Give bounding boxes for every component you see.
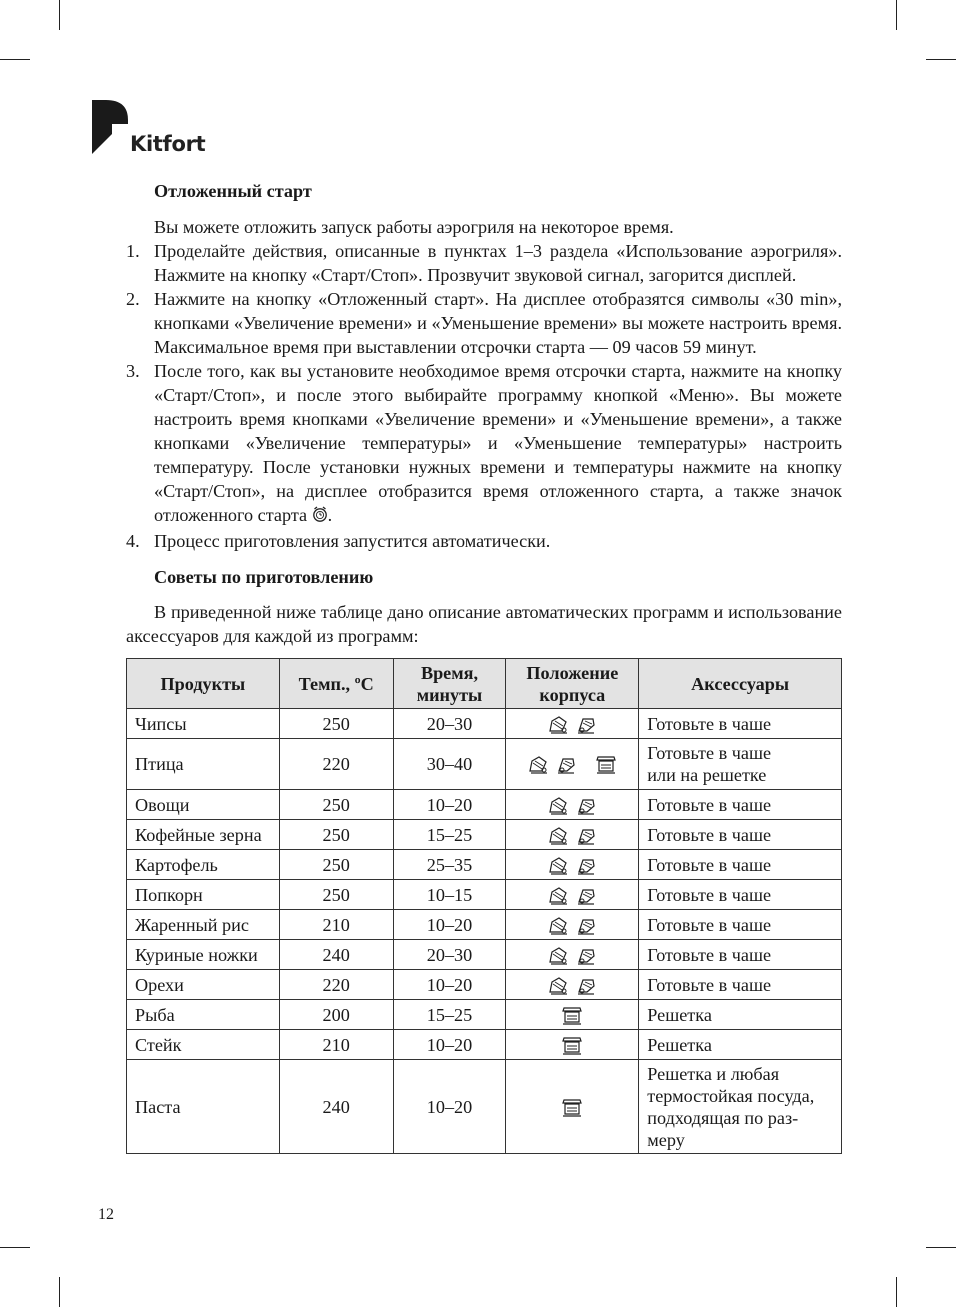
rack-icon	[595, 755, 617, 775]
cell-accessories	[639, 1030, 842, 1060]
cell-accessory-line: меру	[647, 1129, 685, 1150]
bowl-tilted-right-icon	[575, 715, 597, 735]
table-header-row	[127, 659, 842, 709]
step-number: 3.	[126, 361, 140, 381]
cell-accessory-line: Готовьте в чаше	[647, 854, 772, 875]
table-row	[127, 1060, 842, 1154]
cell-temp: 250	[279, 820, 393, 850]
header-time-line1: Время,	[420, 662, 479, 683]
table-row	[127, 1000, 842, 1030]
header-position	[506, 659, 639, 709]
cell-accessory-line: Решетка и любая	[647, 1063, 780, 1084]
cell-accessories	[639, 850, 842, 880]
bowl-tilted-left-icon	[528, 755, 550, 775]
bowl-tilted-left-icon	[548, 976, 570, 996]
cell-time: 10–20	[393, 1030, 506, 1060]
header-position-line1: Положение	[526, 662, 619, 683]
table-row	[127, 739, 842, 790]
cell-temp: 220	[279, 970, 393, 1000]
cell-accessory-line: Решетка	[647, 1034, 712, 1055]
cell-product: Стейк	[127, 1030, 280, 1060]
crop-mark	[59, 0, 60, 30]
bowl-tilted-right-icon	[575, 796, 597, 816]
cell-position	[506, 850, 639, 880]
crop-mark	[896, 0, 897, 30]
cell-accessories	[639, 709, 842, 739]
delayed-start-intro: Вы можете отложить запуск работы аэрогриля на некоторое время.	[154, 217, 674, 237]
cell-product: Чипсы	[127, 709, 280, 739]
cell-time: 10–20	[393, 790, 506, 820]
cell-product: Попкорн	[127, 880, 280, 910]
table-row	[127, 970, 842, 1000]
cell-accessories	[639, 739, 842, 790]
rack-icon	[561, 1098, 583, 1118]
cell-accessories	[639, 910, 842, 940]
bowl-tilted-left-icon	[548, 796, 570, 816]
cell-product: Кофейные зерна	[127, 820, 280, 850]
page-content	[126, 179, 842, 1154]
header-time-line2: минуты	[416, 684, 483, 705]
cooking-tips-intro: В приведенной ниже таблице дано описание автоматических программ и использование аксессуаров для каждой из программ:	[126, 602, 842, 646]
cell-accessory-line: Готовьте в чаше	[647, 743, 772, 763]
cell-time: 20–30	[393, 940, 506, 970]
cell-position	[506, 790, 639, 820]
rack-icon	[561, 1036, 583, 1056]
bowl-tilted-right-icon	[575, 886, 597, 906]
step-number: 1.	[126, 241, 140, 261]
cell-product: Овощи	[127, 790, 280, 820]
cell-accessories	[639, 1000, 842, 1030]
cell-time: 15–25	[393, 1000, 506, 1030]
crop-mark	[0, 59, 30, 60]
header-position-line2: корпуса	[539, 684, 606, 705]
page-number: 12	[98, 1206, 114, 1223]
cell-temp: 250	[279, 790, 393, 820]
rack-icon	[561, 1006, 583, 1026]
cell-position	[506, 1030, 639, 1060]
cell-temp: 240	[279, 940, 393, 970]
cell-time: 30–40	[393, 739, 506, 790]
cell-product: Куриные ножки	[127, 940, 280, 970]
cell-accessories	[639, 970, 842, 1000]
cell-position	[506, 1060, 639, 1154]
cell-position	[506, 940, 639, 970]
cell-accessory-line: Решетка	[647, 1004, 712, 1025]
bowl-tilted-left-icon	[548, 826, 570, 846]
step-text: Нажмите на кнопку «Отложенный старт». На дисплее отобразятся символы «30 min», кнопками «Увеличение времени» и «Уменьшение времени» вы можете настроить время. Максимальное время при выставлении отсрочки старта — 09 часов 59 минут.	[154, 289, 842, 357]
cell-temp: 210	[279, 1030, 393, 1060]
step-item	[126, 239, 842, 287]
cell-accessories	[639, 880, 842, 910]
cell-product: Жаренный рис	[127, 910, 280, 940]
bowl-tilted-left-icon	[548, 916, 570, 936]
cell-time: 20–30	[393, 709, 506, 739]
cell-accessory-line: термостойкая посуда,	[647, 1085, 815, 1106]
crop-mark	[0, 1247, 30, 1248]
crop-mark	[926, 59, 956, 60]
cell-time: 10–20	[393, 970, 506, 1000]
delayed-start-timer-icon	[312, 505, 328, 529]
cell-accessory-line: или на решетке	[647, 765, 767, 785]
header-time	[393, 659, 506, 709]
cell-accessory-line: Готовьте в чаше	[647, 794, 772, 815]
step-text: Процесс приготовления запустится автоматически.	[154, 531, 551, 551]
step-text: Проделайте действия, описанные в пунктах 1–3 раздела «Использование аэрогриля». Нажмите на кнопку «Старт/Стоп». Прозвучит звуковой сигнал, загорится дисплей.	[154, 241, 842, 285]
cell-position	[506, 880, 639, 910]
brand-name: Kitfort	[130, 132, 206, 156]
cell-position	[506, 820, 639, 850]
cell-temp: 250	[279, 850, 393, 880]
header-products: Продукты	[127, 659, 280, 709]
bowl-tilted-left-icon	[548, 856, 570, 876]
cell-time: 10–20	[393, 910, 506, 940]
kitfort-logo-icon	[92, 100, 128, 154]
cell-accessory-line: Готовьте в чаше	[647, 713, 772, 734]
cell-product: Птица	[127, 739, 280, 790]
cell-temp: 240	[279, 1060, 393, 1154]
step-text: После того, как вы установите необходимое время отсрочки старта, нажмите на кнопку «Старт/Стоп», и после этого выбирайте программу кнопкой «Меню». Вы можете настроить время кнопками «Увеличение времени» и «Уменьшение времени», а также кнопками «Увеличение температуры» и «Уменьшение температуры» настроить температуру. После установки нужных времени и температуры нажмите на кнопку «Старт/Стоп», на дисплее отобразится время отложенного старта, а также значок отложенного старта	[154, 361, 842, 525]
cell-position	[506, 910, 639, 940]
cell-accessory-line: Готовьте в чаше	[647, 824, 772, 845]
cell-time: 25–35	[393, 850, 506, 880]
step-item	[126, 529, 842, 553]
cell-temp: 200	[279, 1000, 393, 1030]
cell-accessory-line: Готовьте в чаше	[647, 884, 772, 905]
cell-time: 15–25	[393, 820, 506, 850]
step-number: 2.	[126, 289, 140, 309]
crop-mark	[926, 1247, 956, 1248]
cell-product: Рыба	[127, 1000, 280, 1030]
bowl-tilted-right-icon	[555, 755, 577, 775]
bowl-tilted-right-icon	[575, 856, 597, 876]
table-row	[127, 940, 842, 970]
cell-position	[506, 739, 639, 790]
cell-position	[506, 970, 639, 1000]
section-title-delayed-start: Отложенный старт	[154, 181, 312, 201]
table-row	[127, 709, 842, 739]
cell-product: Картофель	[127, 850, 280, 880]
bowl-tilted-right-icon	[575, 976, 597, 996]
cell-product: Паста	[127, 1060, 280, 1154]
bowl-tilted-left-icon	[548, 946, 570, 966]
cell-position	[506, 1000, 639, 1030]
cell-accessories	[639, 820, 842, 850]
cell-temp: 210	[279, 910, 393, 940]
cell-accessory-line: подходящая по раз-	[647, 1107, 799, 1128]
table-row	[127, 820, 842, 850]
step-text-tail: .	[327, 505, 333, 525]
cell-accessories	[639, 1060, 842, 1154]
cell-accessory-line: Готовьте в чаше	[647, 914, 772, 935]
delayed-start-steps	[126, 239, 842, 553]
cell-accessory-line: Готовьте в чаше	[647, 974, 772, 995]
cell-position	[506, 709, 639, 739]
table-row	[127, 790, 842, 820]
header-accessories: Аксессуары	[639, 659, 842, 709]
cell-accessories	[639, 790, 842, 820]
table-row	[127, 880, 842, 910]
crop-mark	[896, 1277, 897, 1307]
step-item	[126, 359, 842, 529]
cell-temp: 220	[279, 739, 393, 790]
cell-temp: 250	[279, 880, 393, 910]
kitfort-logo	[92, 100, 205, 154]
step-number: 4.	[126, 531, 140, 551]
cell-accessory-line: Готовьте в чаше	[647, 944, 772, 965]
programs-table	[126, 658, 842, 1154]
cell-accessories	[639, 940, 842, 970]
table-row	[127, 910, 842, 940]
table-row	[127, 850, 842, 880]
cell-temp: 250	[279, 709, 393, 739]
cell-time: 10–15	[393, 880, 506, 910]
step-item	[126, 287, 842, 359]
bowl-tilted-right-icon	[575, 916, 597, 936]
bowl-tilted-right-icon	[575, 946, 597, 966]
table-row	[127, 1030, 842, 1060]
cell-product: Орехи	[127, 970, 280, 1000]
crop-mark	[59, 1277, 60, 1307]
bowl-tilted-left-icon	[548, 886, 570, 906]
header-temp: Темп., ºС	[279, 659, 393, 709]
cell-time: 10–20	[393, 1060, 506, 1154]
section-title-cooking-tips: Советы по приготовлению	[154, 567, 374, 587]
bowl-tilted-left-icon	[548, 715, 570, 735]
bowl-tilted-right-icon	[575, 826, 597, 846]
